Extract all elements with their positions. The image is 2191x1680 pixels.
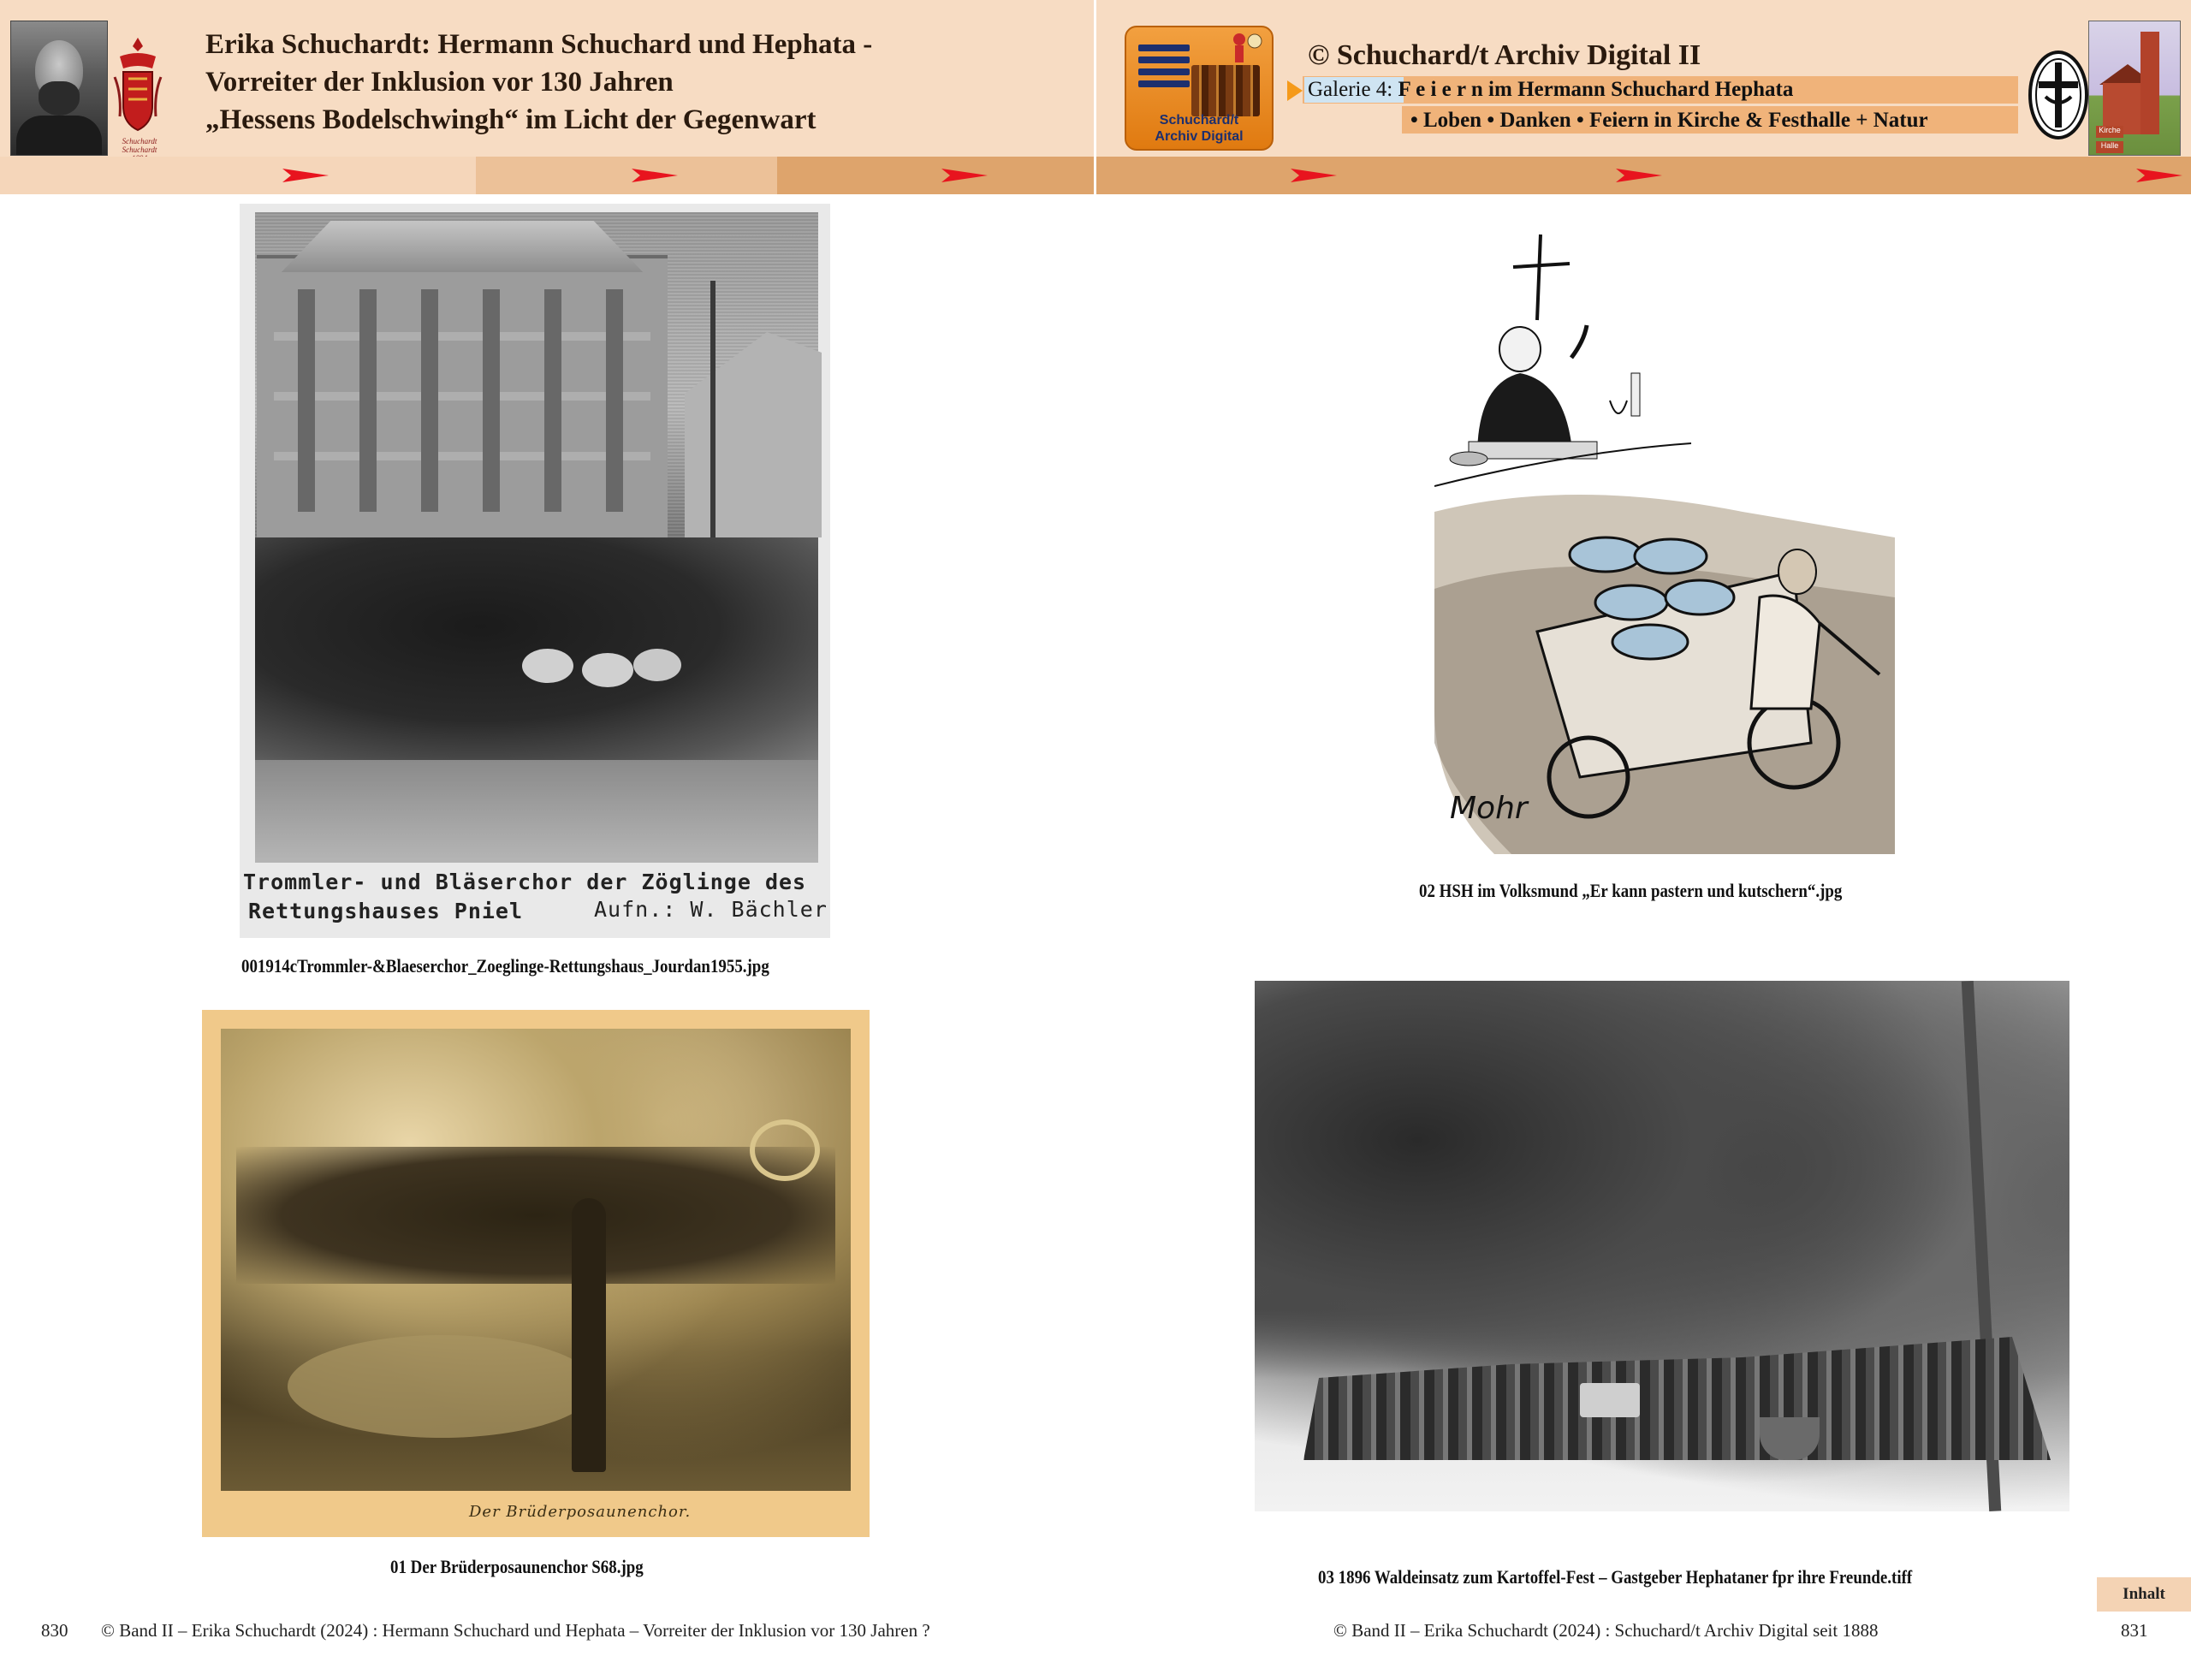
photo-caption-4: 03 1896 Waldeinsatz zum Kartoffel-Fest – Gastgeber Hephataner fpr ihre Freunde.tiff xyxy=(1318,1566,1913,1588)
illustration-pastern-kutschern xyxy=(1434,229,1895,854)
page-number-right: 831 xyxy=(2121,1620,2148,1641)
header-title-line-1: Erika Schuchardt: Hermann Schuchard und Hephata - xyxy=(205,29,873,60)
timeline-arrow-icon xyxy=(1291,165,1337,186)
photo-waldeinsatz-1896 xyxy=(1255,981,2069,1511)
photo-brueder-posaunenchor xyxy=(202,1010,870,1537)
timeline-arrow-icon xyxy=(1616,165,1662,186)
illustration-drawing xyxy=(1434,229,1895,854)
photo-print-caption: Der Brüderposaunenchor. xyxy=(469,1503,692,1521)
figures-icon xyxy=(1227,31,1267,65)
photo-caption-2: 02 HSH im Volksmund „Er kann pastern und kutschern“.jpg xyxy=(1419,880,1843,901)
timeline-arrow-icon xyxy=(632,165,678,186)
photo-credit: Aufn.: W. Bächler xyxy=(594,897,828,922)
timeline-bar xyxy=(0,157,2191,194)
header-title-line-2: Vorreiter der Inklusion vor 130 Jahren xyxy=(205,67,674,98)
timeline-arrow-icon xyxy=(941,165,988,186)
hephata-cross-seal-icon xyxy=(2027,47,2090,143)
timeline-arrow-icon xyxy=(282,165,329,186)
family-crest-icon xyxy=(113,34,163,154)
photo-print-caption: Rettungshauses Pniel xyxy=(248,899,524,923)
archive-digital-logo[interactable]: Schuchard/t Archiv Digital xyxy=(1125,26,1274,151)
inhalt-button[interactable]: Inhalt xyxy=(2097,1577,2191,1612)
crest-caption: Schuchardt Schuchardt xyxy=(122,137,157,154)
photo-caption-1: 001914cTrommler-&Blaeserchor_Zoeglinge-Rettungshaus_Jourdan1955.jpg xyxy=(241,955,769,977)
photo-print-caption: Trommler- und Bläserchor der Zöglinge des xyxy=(243,870,807,894)
portrait-hermann-schuchard xyxy=(10,21,108,156)
archive-title: © Schuchard/t Archiv Digital II xyxy=(1308,39,1701,71)
gallery-heading: Galerie 4: F e i e r n im Hermann Schuchard Hephata xyxy=(1308,78,1794,101)
page-number-left: 830 xyxy=(41,1620,68,1641)
gallery-pointer-icon xyxy=(1287,80,1303,101)
photo-caption-3: 01 Der Brüderposaunenchor S68.jpg xyxy=(390,1556,644,1577)
footer-right-text: © Band II – Erika Schuchardt (2024) : Schuchard/t Archiv Digital seit 1888 xyxy=(1333,1620,1879,1641)
photo-trommler-blaeserchor xyxy=(240,204,830,938)
illustrator-signature: Mohr xyxy=(1450,791,1528,826)
timeline-arrow-icon xyxy=(2136,165,2182,186)
footer-left-text: © Band II – Erika Schuchardt (2024) : Hermann Schuchard und Hephata – Vorreiter der Inklusion vor 130 Jahren ? xyxy=(101,1620,930,1641)
header-title-line-3: „Hessens Bodelschwingh“ im Licht der Gegenwart xyxy=(205,104,816,135)
church-book-cover: Kirche Halle xyxy=(2088,21,2181,156)
gallery-subheading: • Loben • Danken • Feiern in Kirche & Festhalle + Natur xyxy=(1410,109,1928,132)
